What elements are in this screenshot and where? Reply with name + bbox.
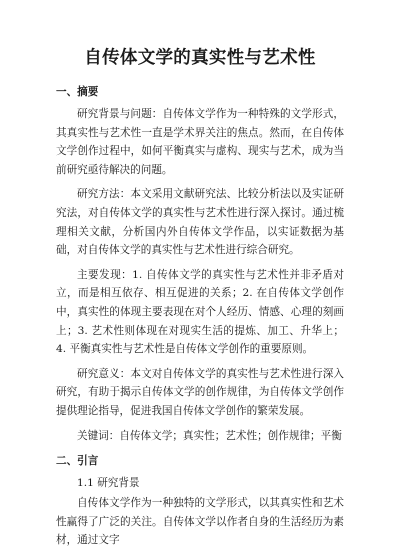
paragraph-keywords: 关键词：自传体文学；真实性；艺术性；创作规律；平衡 (77, 429, 342, 442)
section-heading-introduction: 二、引言 (56, 455, 99, 468)
page-title: 自传体文学的真实性与艺术性 (84, 48, 316, 68)
paragraph-methods: 研究方法：本文采用文献研究法、比较分析法以及实证研究法，对自传体文学的真实性与艺术性进行深入探讨。通过梳理相关文献，分析国内外自传体文学作品，以实证数据为基础，对自传体文学的真实性与艺术性进行综合研究。 (56, 188, 344, 257)
paragraph-significance: 研究意义：本文对自传体文学的真实性与艺术性进行深入研究，有助于揭示自传体文学的创作规律，为自传体文学创作提供理论指导，促进我国自传体文学创作的繁荣发展。 (56, 367, 344, 417)
introduction-section (56, 454, 344, 550)
subsection-heading-background: 1.1 研究背景 (77, 477, 140, 490)
section-heading-abstract: 一、摘要 (56, 86, 99, 98)
paragraph-background: 研究背景与问题：自传体文学作为一种特殊的文学形式，其真实性与艺术性一直是学术界关注的焦点。然而，在自传体文学创作过程中，如何平衡真实与虚构、现实与艺术，成为当前研究亟待解决的问题。 (56, 108, 344, 176)
paragraph-findings: 主要发现：1. 自传体文学的真实性与艺术性并非矛盾对立，而是相互依存、相互促进的关系；2. 在自传体文学创作中，真实性的体现主要表现在对个人经历、情感、心理的刻画上；3. 艺术性则体现在对现实生活的提炼、加工、升华上；4. 平衡真实性与艺术性是自传体文学创作的重要原则。 (56, 268, 344, 356)
abstract-section (56, 85, 344, 445)
paragraph-intro: 自传体文学作为一种独特的文学形式，以其真实性和艺术性赢得了广泛的关注。自传体文学以作者自身的生活经历为素材，通过文字 (56, 497, 344, 547)
